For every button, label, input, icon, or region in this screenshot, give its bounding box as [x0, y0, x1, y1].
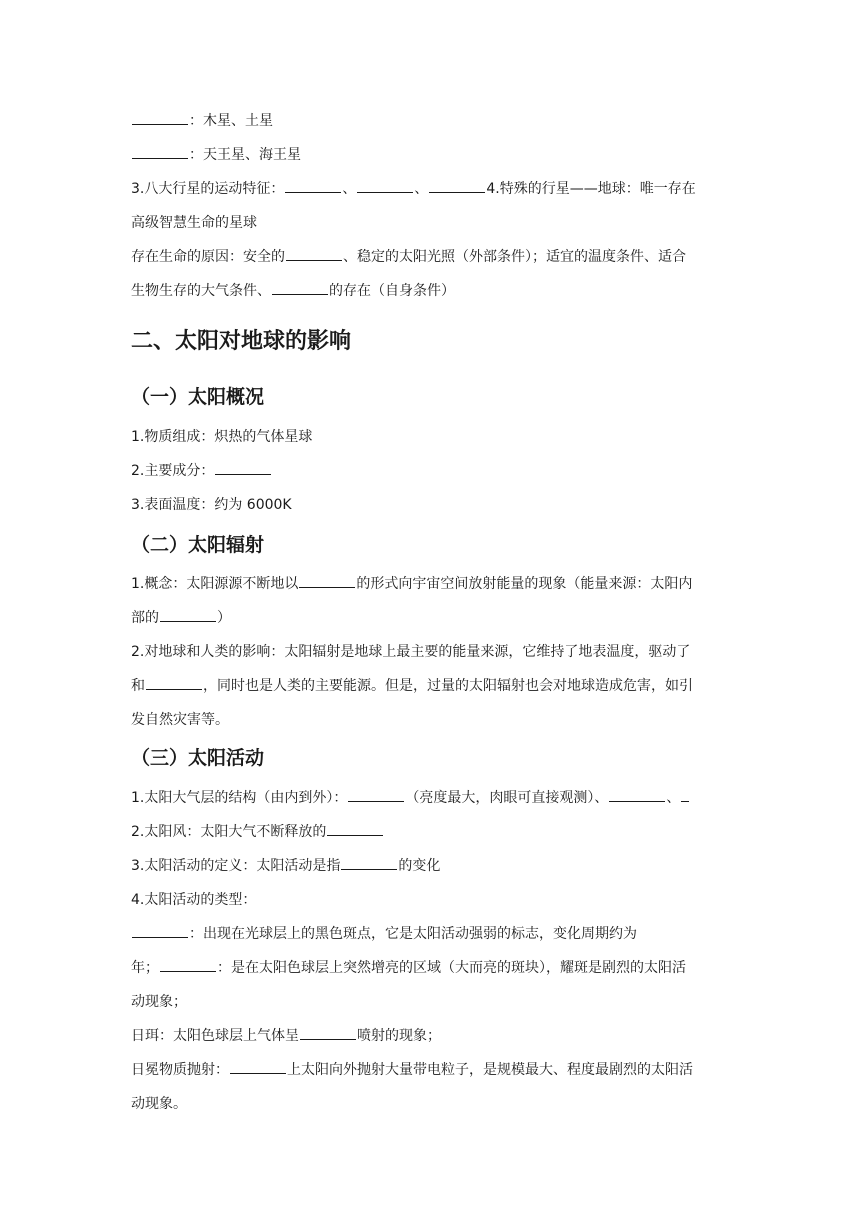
answer-blank[interactable] [230, 1059, 286, 1074]
text: 1.太阳大气层的结构（由内到外）： [131, 790, 348, 806]
text: 生物生存的大气条件、 [131, 283, 271, 299]
answer-blank[interactable] [348, 787, 404, 802]
text: 2.主要成分： [131, 463, 215, 479]
text: 和 [131, 678, 145, 694]
sep: 、 [414, 181, 429, 197]
text: 的形式向宇宙空间放射能量的现象（能量来源：太阳内 [356, 576, 693, 592]
radiation-concept-line-2 [131, 601, 731, 635]
planet-line-jupiter [131, 104, 731, 138]
planet-line-uranus [131, 138, 731, 172]
overview-composition: 1.物质组成：炽热的气体星球 [131, 429, 313, 445]
subsection-heading-activity: （三）太阳活动 [131, 747, 265, 769]
text: ：天王星、海王星 [189, 147, 301, 163]
text: 上太阳向外抛射大量带电粒子，是规模最大、程度最剧烈的太阳活 [287, 1062, 693, 1078]
life-reason-line-2 [131, 274, 731, 308]
activity-solar-wind [131, 815, 731, 849]
text: 年； [131, 960, 159, 976]
activity-cme-line-2: 动现象。 [131, 1096, 187, 1112]
text: 1.概念：太阳源源不断地以 [131, 576, 299, 592]
answer-blank[interactable] [681, 787, 689, 802]
text: 的变化 [398, 858, 441, 874]
text: 3.太阳活动的定义：太阳活动是指 [131, 858, 341, 874]
activity-sunspot-line-1 [131, 917, 731, 951]
life-reason-line-1 [131, 240, 731, 274]
activity-flare-line-2: 动现象； [131, 994, 187, 1010]
answer-blank[interactable] [132, 144, 188, 159]
sep: 、 [666, 790, 681, 806]
answer-blank[interactable] [215, 460, 271, 475]
answer-blank[interactable] [132, 923, 188, 938]
answer-blank[interactable] [272, 280, 328, 295]
activity-atmosphere [131, 781, 731, 815]
answer-blank[interactable] [609, 787, 665, 802]
answer-blank[interactable] [286, 246, 342, 261]
overview-components [131, 454, 731, 488]
text: 日冕物质抛射： [131, 1062, 229, 1078]
answer-blank[interactable] [300, 1025, 356, 1040]
section-heading: 二、太阳对地球的影响 [131, 329, 352, 354]
sep: 、 [342, 181, 357, 197]
answer-blank[interactable] [299, 573, 355, 588]
overview-temperature: 3.表面温度：约为 6000K [131, 497, 292, 513]
radiation-impact-line-1: 2.对地球和人类的影响：太阳辐射是地球上最主要的能量来源，它维持了地表温度，驱动了 [131, 644, 691, 660]
activity-cme-line-1 [131, 1053, 731, 1087]
text: （亮度最大，肉眼可直接观测）、 [405, 790, 609, 806]
text: 日珥：太阳色球层上气体呈 [131, 1028, 299, 1044]
planet-motion-line [131, 172, 731, 206]
answer-blank[interactable] [160, 957, 216, 972]
text: ） [217, 610, 231, 626]
text: ：出现在光球层上的黑色斑点，它是太阳活动强弱的标志，变化周期约为 [189, 926, 637, 942]
answer-blank[interactable] [285, 178, 341, 193]
answer-blank[interactable] [132, 110, 188, 125]
answer-blank[interactable] [357, 178, 413, 193]
activity-sunspot-line-2 [131, 951, 731, 985]
answer-blank[interactable] [146, 675, 202, 690]
text: ：是在太阳色球层上突然增亮的区域（大而亮的斑块），耀斑是剧烈的太阳活 [217, 960, 686, 976]
activity-definition [131, 849, 731, 883]
text: 4.特殊的行星——地球：唯一存在 [486, 181, 696, 197]
text: 3.八大行星的运动特征： [131, 181, 285, 197]
text: 、稳定的太阳光照（外部条件）；适宜的温度条件、适合 [343, 249, 686, 265]
answer-blank[interactable] [429, 178, 485, 193]
text: ，同时也是人类的主要能源。但是，过量的太阳辐射也会对地球造成危害，如引 [203, 678, 693, 694]
radiation-impact-line-2 [131, 669, 731, 703]
text: 喷射的现象； [357, 1028, 441, 1044]
subsection-heading-overview: （一）太阳概况 [131, 386, 265, 408]
answer-blank[interactable] [341, 855, 397, 870]
text: 部的 [131, 610, 159, 626]
text: 存在生命的原因：安全的 [131, 249, 285, 265]
earth-line-2 [131, 206, 731, 240]
radiation-concept-line-1 [131, 567, 731, 601]
text: 高级智慧生命的星球 [131, 215, 257, 231]
text: 的存在（自身条件） [329, 283, 455, 299]
answer-blank[interactable] [327, 821, 383, 836]
radiation-impact-line-3: 发自然灾害等。 [131, 712, 229, 728]
answer-blank[interactable] [160, 607, 216, 622]
text: 2.太阳风：太阳大气不断释放的 [131, 824, 327, 840]
text: ：木星、土星 [189, 113, 273, 129]
activity-types: 4.太阳活动的类型： [131, 892, 257, 908]
subsection-heading-radiation: （二）太阳辐射 [131, 534, 265, 556]
activity-prominence [131, 1019, 731, 1053]
